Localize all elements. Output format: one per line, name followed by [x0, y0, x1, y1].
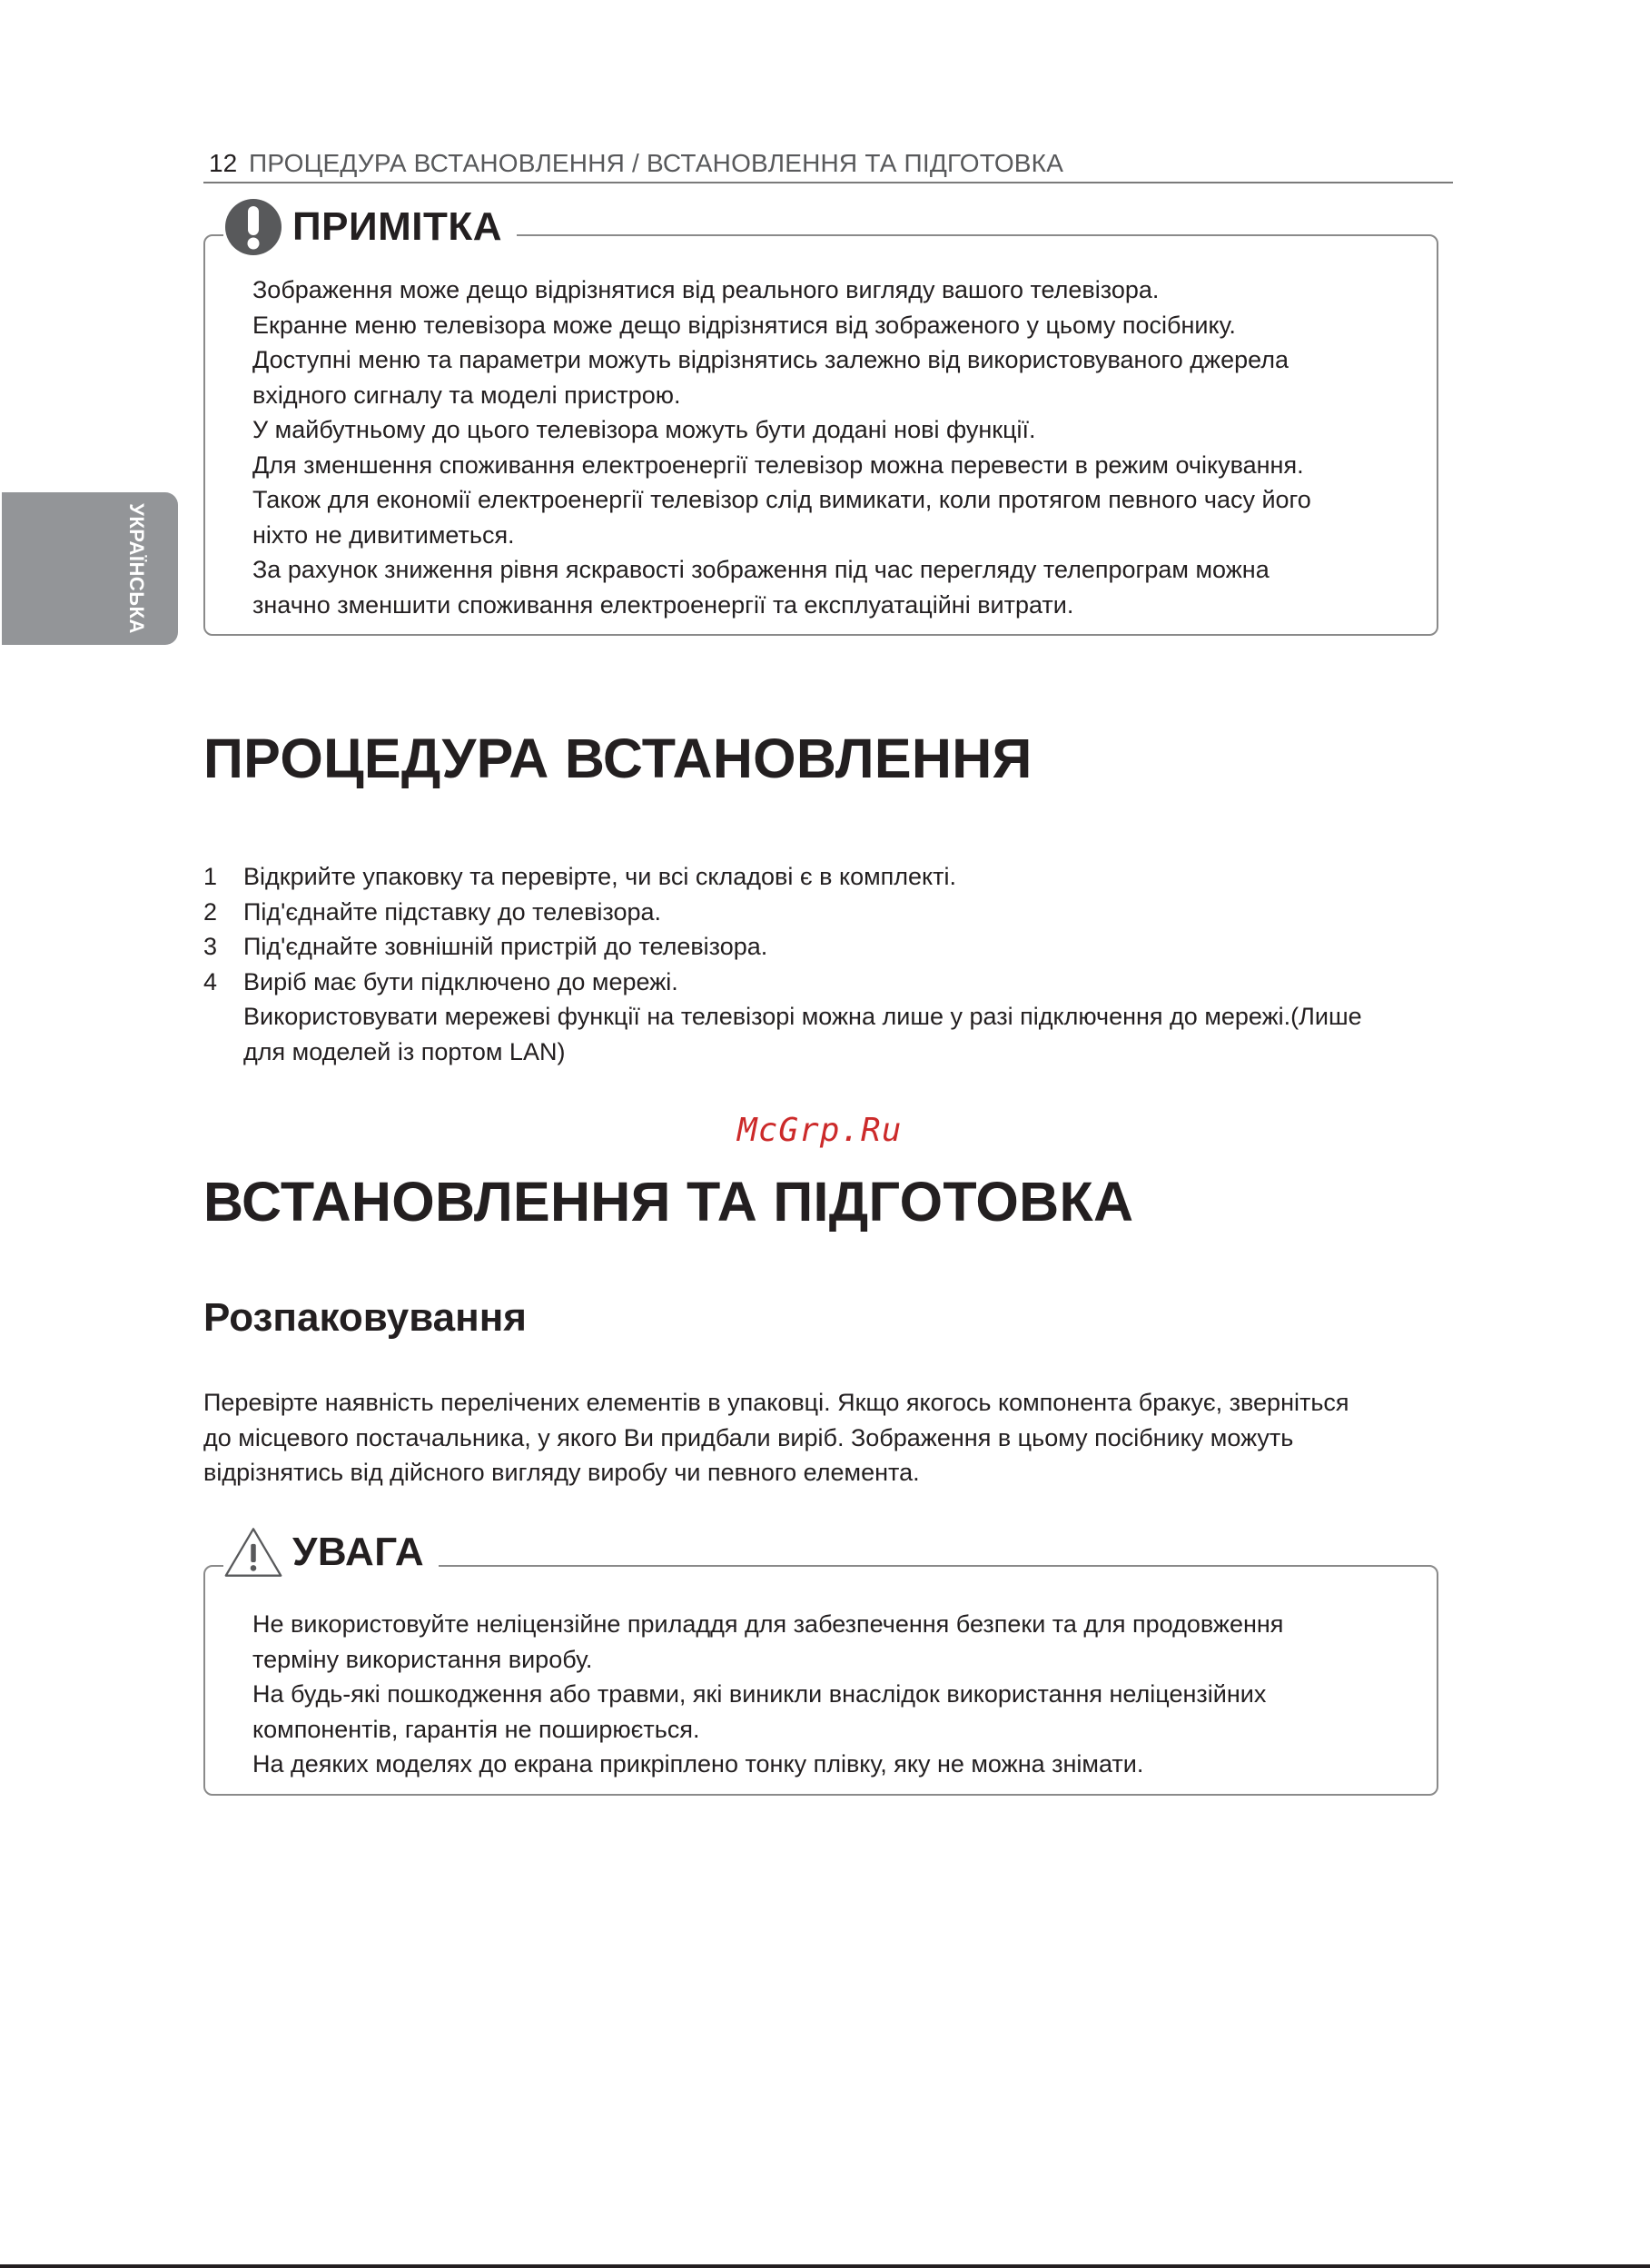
step-item [203, 859, 1457, 895]
paragraph-line: до місцевого постачальника, у якого Ви придбали виріб. Зображення в цьому посібнику можуть [203, 1423, 1294, 1451]
bottom-rule [0, 2264, 1650, 2268]
step-text: Виріб має бути підключено до мережі. [243, 967, 678, 995]
paragraph-line: Перевірте наявність перелічених елементів в упаковці. Якщо якогось компонента бракує, зверніться [203, 1389, 1349, 1416]
caution-box [203, 1530, 1438, 1796]
paragraph-line: відрізнятись від дійсного вигляду виробу чи певного елемента. [203, 1459, 920, 1486]
step-subtext: Використовувати мережеві функції на телевізорі можна лише у разі підключення до мережі.(Лише [243, 1003, 1362, 1030]
step-item [203, 895, 1457, 930]
unpacking-paragraph [203, 1385, 1447, 1491]
caution-line: На деяких моделях до екрана прикріплено тонку плівку, яку не можна знімати. [252, 1750, 1144, 1778]
caution-body [205, 1567, 1437, 1782]
caution-line: На будь-які пошкодження або травми, які виникли внаслідок використання неліцензійних [252, 1680, 1267, 1708]
procedure-steps [203, 859, 1457, 1069]
exclamation-circle-icon [223, 197, 283, 257]
note-line: ніхто не дивитиметься. [252, 520, 515, 549]
step-number: 4 [203, 967, 218, 995]
language-side-tab [2, 492, 178, 645]
warning-triangle-icon [223, 1522, 283, 1582]
step-subtext: для моделей із портом LAN) [243, 1037, 566, 1065]
note-line: За рахунок зниження рівня яскравості зображення під час перегляду телепрограм можна [252, 556, 1270, 583]
note-body [205, 236, 1437, 622]
note-line: Для зменшення споживання електроенергії телевізор можна перевести в режим очікування. [252, 451, 1304, 479]
note-line: Екранне меню телевізора може дещо відрізнятися від зображеного у цьому посібнику. [252, 311, 1236, 339]
step-item [203, 965, 1457, 1070]
note-box [203, 204, 1438, 636]
watermark: McGrp.Ru [737, 1112, 903, 1149]
caution-line: компонентів, гарантія не поширюється. [252, 1715, 700, 1743]
step-number: 2 [203, 897, 218, 926]
step-text: Під'єднайте підставку до телевізора. [243, 897, 662, 926]
caution-header [223, 1525, 439, 1580]
note-line: вхідного сигналу та моделі пристрою. [252, 381, 681, 409]
step-number: 3 [203, 933, 218, 960]
running-header [203, 149, 1453, 183]
note-line: Також для економії електроенергії телевізор слід вимикати, коли протягом певного часу його [252, 486, 1311, 513]
step-text: Відкрийте упаковку та перевірте, чи всі складові є в комплекті. [243, 863, 957, 890]
caution-line: терміну використання виробу. [252, 1645, 593, 1673]
step-item [203, 929, 1457, 965]
note-title: ПРИМІТКА [292, 204, 502, 249]
note-line: У майбутньому до цього телевізора можуть бути додані нові функції. [252, 416, 1036, 443]
step-number: 1 [203, 863, 218, 890]
note-header [223, 200, 517, 254]
language-label: УКРАЇНСЬКА [125, 503, 148, 634]
note-line: Доступні меню та параметри можуть відрізнятись залежно від використовуваного джерела [252, 346, 1289, 373]
install-heading: ВСТАНОВЛЕННЯ ТА ПІДГОТОВКА [203, 1171, 1134, 1233]
note-line: Зображення може дещо відрізнятися від реального вигляду вашого телевізора. [252, 276, 1160, 303]
procedure-heading: ПРОЦЕДУРА ВСТАНОВЛЕННЯ [203, 728, 1032, 789]
caution-line: Не використовуйте неліцензійне приладдя для забезпечення безпеки та для продовження [252, 1610, 1284, 1638]
note-line: значно зменшити споживання електроенергії та експлуатаційні витрати. [252, 590, 1074, 619]
unpacking-subheading: Розпаковування [203, 1295, 527, 1340]
running-header-title: ПРОЦЕДУРА ВСТАНОВЛЕННЯ / ВСТАНОВЛЕННЯ ТА ПІДГОТОВКА [249, 149, 1064, 177]
step-text: Під'єднайте зовнішній пристрій до телевізора. [243, 933, 768, 960]
caution-title: УВАГА [292, 1530, 425, 1574]
page-number: 12 [209, 149, 238, 177]
